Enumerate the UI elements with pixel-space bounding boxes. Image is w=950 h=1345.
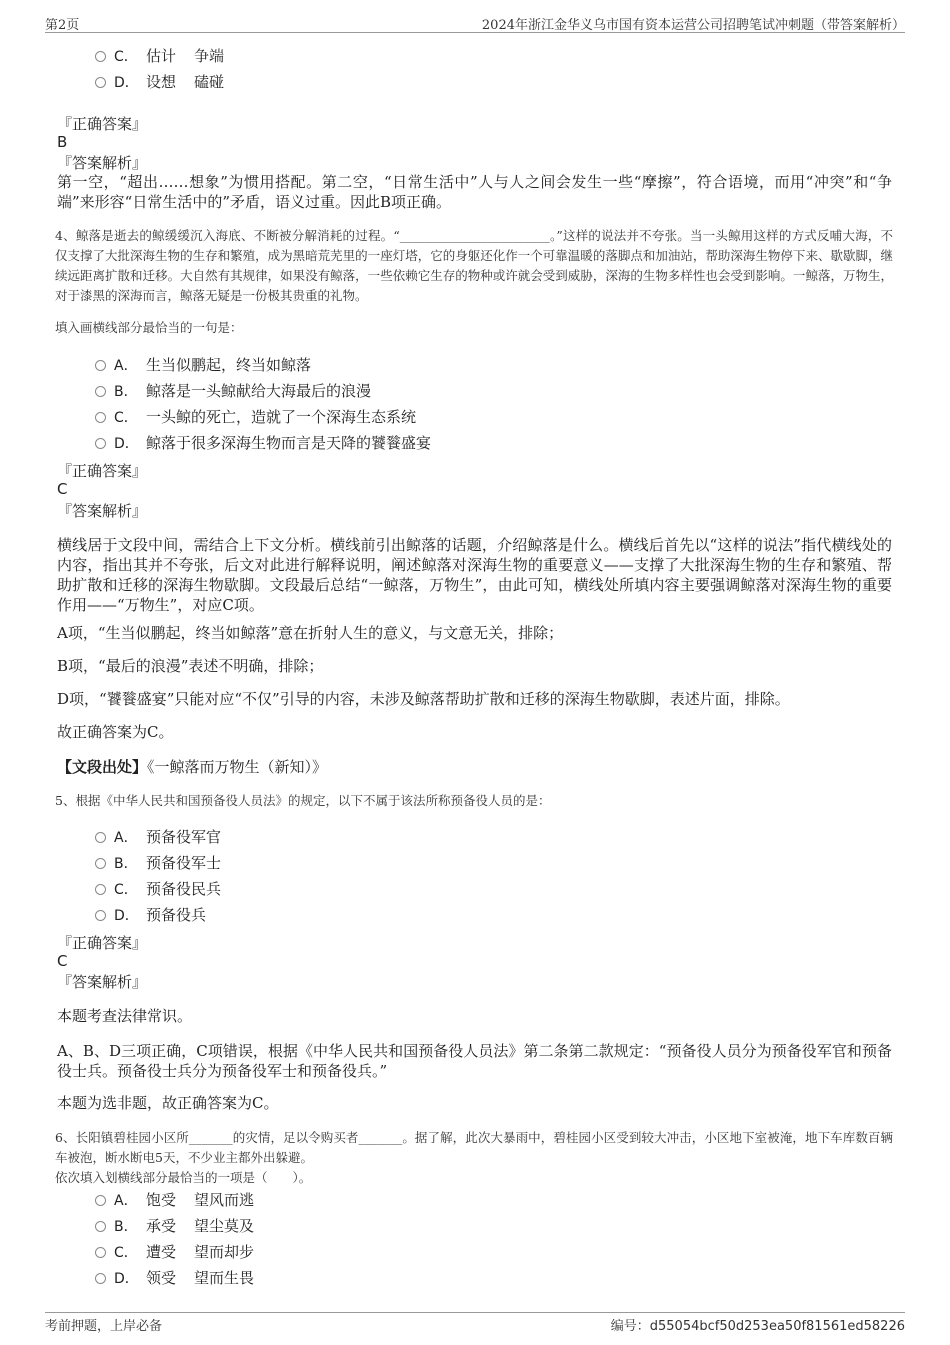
q5-answer: C <box>57 952 68 970</box>
q4-source <box>57 757 892 777</box>
q4-analysis-label: 『答案解析』 <box>57 502 148 520</box>
q5-analysis-1: 本题考查法律常识。 <box>57 1007 193 1025</box>
q4-option-d[interactable]: D． 鲸落于很多深海生物而言是天降的饕餮盛宴 <box>95 432 431 454</box>
document-title: 2024年浙江金华义乌市国有资本运营公司招聘笔试冲刺题（带答案解析） <box>481 18 905 33</box>
q6-option-c[interactable]: C． 遭受 望而却步 <box>95 1241 254 1263</box>
q6-prompt: 依次填入划横线部分最恰当的一项是（ ）。 <box>55 1170 312 1185</box>
footer-slogan: 考前押题，上岸必备 <box>45 1319 163 1334</box>
radio-icon[interactable] <box>95 77 106 88</box>
radio-icon[interactable] <box>95 1247 106 1258</box>
q3-option-d[interactable]: D． 设想 磕碰 <box>95 71 224 93</box>
q4-stem: 4、鲸落是逝去的鲸缓缓沉入海底、不断被分解消耗的过程。“________________________。”这样的说法并不夸张。当一头鲸用这样的方式反哺大海，不仅支撑了大批深海生物的生存和繁殖，成为黑暗荒芜里的一座灯塔，它的身躯还化作一个可靠温暖的落脚点和加油站，帮助深海生物停下来、歇歇脚，继续远距离扩散和迁移。大自然有其规律，如果没有鲸落，一些依赖它生存的物种或许就会受到威胁，深海的生物多样性也会受到影响。一鲸落，万物生，对于漆黑的深海而言，鲸落无疑是一份极其贵重的礼物。 <box>55 228 893 303</box>
q6-option-d[interactable]: D． 领受 望而生畏 <box>95 1267 254 1289</box>
q5-analysis-label: 『答案解析』 <box>57 973 148 991</box>
q5-analysis-2: A、B、D三项正确，C项错误，根据《中华人民共和国预备役人员法》第二条第二款规定：“预备役人员分为预备役军官和预备役士兵。预备役士兵分为预备役军士和预备役兵。” <box>57 1042 892 1080</box>
q4-analysis-3: B项，“最后的浪漫”表述不明确，排除； <box>57 657 324 675</box>
q6-option-a[interactable]: A． 饱受 望风而逃 <box>95 1189 254 1211</box>
q4-option-b[interactable]: B． 鲸落是一头鲸献给大海最后的浪漫 <box>95 380 371 402</box>
q4-analysis-2: A项，“生当似鹏起，终当如鲸落”意在折射人生的意义，与文意无关，排除； <box>57 624 564 642</box>
radio-icon[interactable] <box>95 438 106 449</box>
code-value: d55054bcf50d253ea50f81561ed58226 <box>649 1319 905 1334</box>
q3-option-c[interactable]: C． 估计 争端 <box>95 45 224 67</box>
radio-icon[interactable] <box>95 1195 106 1206</box>
q5-stem: 5、根据《中华人民共和国预备役人员法》的规定，以下不属于该法所称预备役人员的是： <box>55 793 551 808</box>
q4-answer-label: 『正确答案』 <box>57 462 148 480</box>
page-header <box>45 12 905 33</box>
q4-analysis-5: 故正确答案为C。 <box>57 723 174 741</box>
radio-icon[interactable] <box>95 360 106 371</box>
radio-icon[interactable] <box>95 858 106 869</box>
page-footer <box>45 1312 905 1334</box>
q4-option-a[interactable]: A． 生当似鹏起，终当如鲸落 <box>95 354 311 376</box>
radio-icon[interactable] <box>95 884 106 895</box>
radio-icon[interactable] <box>95 1273 106 1284</box>
q4-analysis-4: D项，“饕餮盛宴”只能对应“不仅”引导的内容，未涉及鲸落帮助扩散和迁移的深海生物歇脚，表述片面，排除。 <box>57 690 790 708</box>
radio-icon[interactable] <box>95 51 106 62</box>
q5-option-b[interactable]: B． 预备役军士 <box>95 852 221 874</box>
q4-answer: C <box>57 480 68 498</box>
q5-analysis-3: 本题为选非题，故正确答案为C。 <box>57 1094 279 1112</box>
page-number: 第2页 <box>45 18 80 33</box>
radio-icon[interactable] <box>95 832 106 843</box>
footer-code <box>611 1315 905 1334</box>
q4-analysis-1: 横线居于文段中间，需结合上下文分析。横线前引出鲸落的话题，介绍鲸落是什么。横线后首先以“这样的说法”指代横线处的内容，指出其并不夸张，后文对此进行解释说明，阐述鲸落对深海生物的重要意义——支撑了大批深海生物的生存和繁殖、帮助扩散和迁移的深海生物歇脚。文段最后总结“一鲸落，万物生”，由此可知，横线处所填内容主要强调鲸落对深海生物的重要作用——“万物生”，对应C项。 <box>57 536 892 614</box>
radio-icon[interactable] <box>95 910 106 921</box>
q5-option-d[interactable]: D． 预备役兵 <box>95 904 206 926</box>
radio-icon[interactable] <box>95 1221 106 1232</box>
source-title: 《一鲸落而万物生（新知）》 <box>147 758 328 776</box>
radio-icon[interactable] <box>95 412 106 423</box>
q5-answer-label: 『正确答案』 <box>57 934 148 952</box>
q4-prompt: 填入画横线部分最恰当的一句是： <box>55 320 243 335</box>
q3-answer-label: 『正确答案』 <box>57 115 148 133</box>
q3-answer: B <box>57 133 68 151</box>
code-label: 编号： <box>610 1319 650 1334</box>
q6-option-b[interactable]: B． 承受 望尘莫及 <box>95 1215 254 1237</box>
radio-icon[interactable] <box>95 386 106 397</box>
q4-option-c[interactable]: C． 一头鲸的死亡，造就了一个深海生态系统 <box>95 406 416 428</box>
q3-analysis: 第一空，“超出……想象”为惯用搭配。第二空，“日常生活中”人与人之间会发生一些“摩擦”，符合语境，而用“冲突”和“争端”来形容“日常生活中的”矛盾，语义过重。因此B项正确。 <box>57 173 892 211</box>
q6-stem: 6、长阳镇碧桂园小区所_______的灾情，足以令购买者_______。据了解，此次大暴雨中，碧桂园小区受到较大冲击，小区地下室被淹，地下车库数百辆车被泡，断水断电5天，不少业主都外出躲避。 <box>55 1130 893 1165</box>
q3-analysis-label: 『答案解析』 <box>57 154 148 172</box>
source-label: 【文段出处】 <box>57 758 148 776</box>
q5-option-a[interactable]: A． 预备役军官 <box>95 826 221 848</box>
q5-option-c[interactable]: C． 预备役民兵 <box>95 878 221 900</box>
